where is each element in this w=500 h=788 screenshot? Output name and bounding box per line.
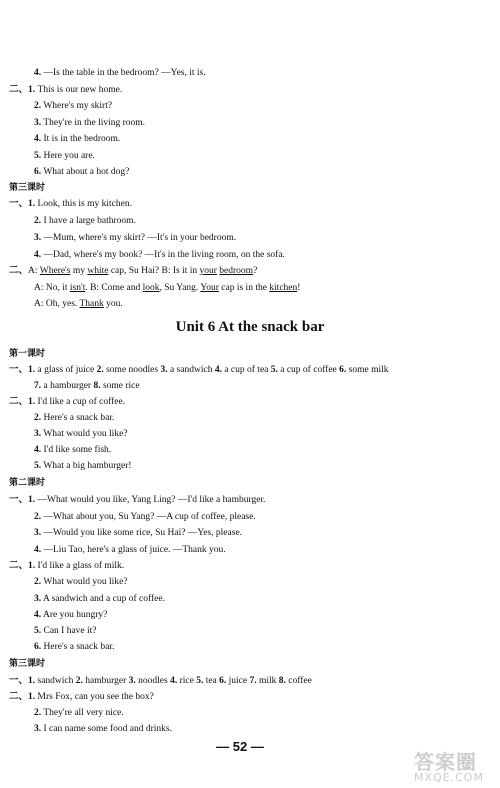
answer-text: . B: Come and xyxy=(85,283,143,293)
item-number: 4. xyxy=(34,445,42,455)
answer-text: a hamburger xyxy=(41,381,94,391)
answer-line xyxy=(9,364,389,376)
unit-title: Unit 6 At the snack bar xyxy=(175,319,325,335)
item-number: 3. xyxy=(34,594,42,604)
item-number: 8. xyxy=(278,676,286,686)
item-number: 4. xyxy=(170,676,178,686)
answer-line xyxy=(34,232,236,244)
answer-text: I can name some food and drinks. xyxy=(43,724,172,734)
answer-text: Where's my skirt? xyxy=(43,101,113,111)
answer-text: a cup of coffee xyxy=(277,365,340,375)
answer-line xyxy=(34,380,140,392)
answer-text: This is our new home. xyxy=(37,85,123,95)
item-number: 4. xyxy=(214,365,222,375)
answer-line xyxy=(9,265,257,277)
answer-text: A: No, it xyxy=(34,283,70,293)
answer-text: What about a hot dog? xyxy=(43,167,130,177)
answer-line xyxy=(34,133,120,145)
item-number: 1. xyxy=(28,199,36,209)
item-number: 1. xyxy=(28,692,36,702)
answer-line xyxy=(34,150,95,162)
answer-text: I'd like a glass of milk. xyxy=(37,561,125,571)
item-number: 1. xyxy=(28,365,36,375)
answer-line xyxy=(34,544,226,556)
answer-text: milk xyxy=(256,676,279,686)
item-number: 4. xyxy=(34,134,42,144)
answer-text: —Mum, where's my skirt? —It's in your bedroom. xyxy=(43,233,237,243)
answer-line xyxy=(34,625,97,637)
answer-text: some milk xyxy=(346,365,389,375)
item-number: 2. xyxy=(34,577,42,587)
answer-text: I'd like a cup of coffee. xyxy=(37,397,126,407)
answer-text: , Su Yang. xyxy=(159,283,201,293)
answer-line xyxy=(9,84,122,96)
answer-text: What would you like? xyxy=(43,577,128,587)
answer-text: It is in the bedroom. xyxy=(43,134,121,144)
answer-text: —Is the table in the bedroom? —Yes, it is. xyxy=(43,68,206,78)
item-number: 2. xyxy=(34,512,42,522)
answer-text: Can I have it? xyxy=(43,626,97,636)
section-marker: 二、 xyxy=(9,561,29,571)
answer-text: A: Oh, yes. xyxy=(34,299,80,309)
answer-text: Here you are. xyxy=(43,151,95,161)
answer-line xyxy=(34,282,300,294)
answer-text: What a big hamburger! xyxy=(43,461,132,471)
item-number: 5. xyxy=(34,461,42,471)
item-number: 2. xyxy=(75,676,83,686)
answer-text: my xyxy=(70,266,88,276)
answer-text: you. xyxy=(103,299,123,309)
underlined-word: kitchen xyxy=(269,283,298,293)
section-marker: 一、 xyxy=(9,365,29,375)
item-number: 3. xyxy=(34,528,42,538)
underlined-word: isn't xyxy=(69,283,86,293)
answer-text: Look, this is my kitchen. xyxy=(37,199,132,209)
answer-text: Here's a snack bar. xyxy=(43,642,115,652)
item-number: 8. xyxy=(93,381,101,391)
item-number: 7. xyxy=(34,381,42,391)
answer-text: I'd like some fish. xyxy=(43,445,112,455)
item-number: 3. xyxy=(34,233,42,243)
item-number: 2. xyxy=(34,413,42,423)
answer-text: cap is in the xyxy=(218,283,270,293)
answer-text: a cup of tea xyxy=(221,365,271,375)
underlined-word: Thank xyxy=(79,299,104,309)
answer-text: —What about you, Su Yang? —A cup of coffee, please. xyxy=(43,512,256,522)
item-number: 6. xyxy=(34,642,42,652)
answer-line xyxy=(34,576,128,588)
answer-text: —Would you like some rice, Su Hai? —Yes, please. xyxy=(43,528,243,538)
answer-line xyxy=(34,249,285,261)
answer-text: cap, Su Hai? B: Is it in xyxy=(108,266,200,276)
item-number: 4. xyxy=(34,545,42,555)
answer-line xyxy=(34,166,129,178)
item-number: 6. xyxy=(219,676,227,686)
underlined-word: bedroom xyxy=(219,266,254,276)
answer-line xyxy=(34,215,136,227)
answer-text: What would you like? xyxy=(43,429,128,439)
answer-line xyxy=(34,67,206,79)
answer-line xyxy=(34,723,172,735)
answer-line xyxy=(34,609,107,621)
answer-text: sandwich xyxy=(35,676,76,686)
lesson-heading: 第二课时 xyxy=(9,478,46,488)
watermark-logo xyxy=(414,752,484,784)
answer-text: juice xyxy=(226,676,250,686)
answer-text: some rice xyxy=(100,381,140,391)
item-number: 1. xyxy=(28,676,36,686)
answer-line xyxy=(9,691,154,703)
item-number: 5. xyxy=(34,151,42,161)
item-number: 4. xyxy=(34,250,42,260)
answer-line xyxy=(34,428,128,440)
lesson-heading: 第三课时 xyxy=(9,183,46,193)
underlined-word: Where's xyxy=(39,266,71,276)
watermark-title: 答案圈 xyxy=(414,750,477,774)
item-number: 5. xyxy=(270,365,278,375)
item-number: 1. xyxy=(28,561,36,571)
answer-line xyxy=(34,100,112,112)
answer-line xyxy=(34,117,145,129)
item-number: 3. xyxy=(160,365,168,375)
answer-text: hamburger xyxy=(82,676,129,686)
item-number: 2. xyxy=(34,708,42,718)
section-marker: 二、 xyxy=(9,692,29,702)
answer-text: some noodles xyxy=(103,365,161,375)
section-marker: 二、 xyxy=(9,85,29,95)
answer-line xyxy=(34,444,111,456)
answer-text: They're in the living room. xyxy=(43,118,146,128)
answer-line xyxy=(34,527,242,539)
lesson-heading: 第三课时 xyxy=(9,659,46,669)
answer-text: ? xyxy=(253,266,258,276)
item-number: 1. xyxy=(28,495,36,505)
answer-text: coffee xyxy=(285,676,312,686)
answer-line xyxy=(34,511,256,523)
item-number: 1. xyxy=(28,85,36,95)
answer-text: a sandwich xyxy=(167,365,215,375)
answer-line xyxy=(34,298,123,310)
section-marker: 二、 xyxy=(9,266,29,276)
answer-line xyxy=(9,198,132,210)
item-number: 3. xyxy=(34,429,42,439)
answer-line xyxy=(34,460,132,472)
answer-text: I have a large bathroom. xyxy=(43,216,136,226)
underlined-word: look xyxy=(142,283,160,293)
item-number: 3. xyxy=(34,724,42,734)
section-marker: 一、 xyxy=(9,199,29,209)
item-number: 4. xyxy=(34,68,42,78)
answer-line xyxy=(34,593,165,605)
answer-line xyxy=(9,396,125,408)
answer-text: Mrs Fox, can you see the box? xyxy=(37,692,154,702)
item-number: 5. xyxy=(34,626,42,636)
item-number: 3. xyxy=(128,676,136,686)
answer-line xyxy=(34,707,124,719)
answer-text: —What would you like, Yang Ling? —I'd like a hamburger. xyxy=(37,495,266,505)
answer-text: a glass of juice xyxy=(35,365,97,375)
answer-text: noodles xyxy=(135,676,171,686)
answer-line xyxy=(9,494,265,506)
answer-text: A sandwich and a cup of coffee. xyxy=(42,594,165,604)
item-number: 6. xyxy=(34,167,42,177)
answer-line xyxy=(34,412,114,424)
item-number: 5. xyxy=(196,676,204,686)
lesson-heading: 第一课时 xyxy=(9,349,46,359)
answer-line xyxy=(9,560,124,572)
item-number: 2. xyxy=(34,216,42,226)
item-number: 7. xyxy=(249,676,257,686)
answer-text: rice xyxy=(177,676,197,686)
item-number: 1. xyxy=(28,397,36,407)
item-number: 2. xyxy=(96,365,104,375)
item-number: 4. xyxy=(34,610,42,620)
answer-line xyxy=(34,641,114,653)
answer-text: Are you hungry? xyxy=(42,610,108,620)
answer-line xyxy=(9,675,312,687)
section-marker: 一、 xyxy=(9,495,29,505)
page-number: — 52 — xyxy=(216,739,264,754)
section-marker: 一、 xyxy=(9,676,29,686)
watermark-url: MXQE.COM xyxy=(414,771,484,784)
underlined-word: your xyxy=(199,266,217,276)
answer-text: ! xyxy=(297,283,301,293)
answer-text: —Liu Tao, here's a glass of juice. —Thank you. xyxy=(43,545,226,555)
answer-text: They're all very nice. xyxy=(43,708,124,718)
answer-text: Here's a snack bar. xyxy=(43,413,115,423)
answer-text: A: xyxy=(28,266,38,276)
answer-text: —Dad, where's my book? —It's in the living room, on the sofa. xyxy=(43,250,285,260)
answer-text: tea xyxy=(203,676,220,686)
item-number: 2. xyxy=(34,101,42,111)
item-number: 3. xyxy=(34,118,42,128)
underlined-word: white xyxy=(87,266,109,276)
item-number: 6. xyxy=(339,365,347,375)
section-marker: 二、 xyxy=(9,397,29,407)
underlined-word: Your xyxy=(200,283,219,293)
